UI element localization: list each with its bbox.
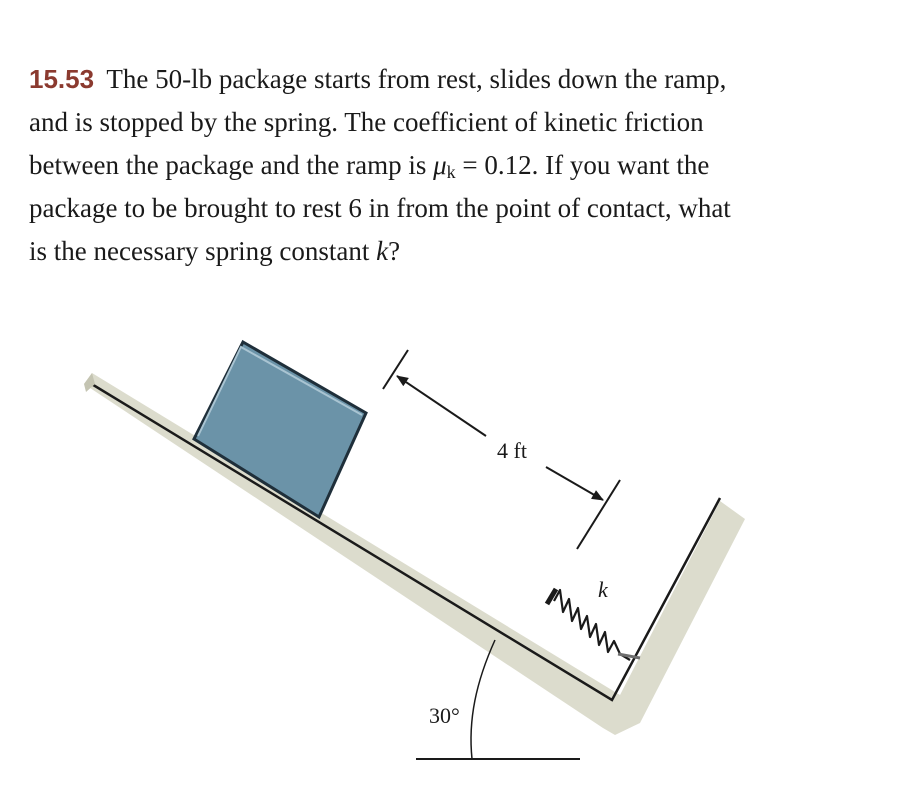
problem-line-4: package to be brought to rest 6 in from the point of contact, what — [29, 193, 731, 223]
dimension-tick-left — [383, 350, 408, 389]
dimension-arrow-right — [546, 467, 603, 500]
dimension-arrow-left — [397, 376, 486, 436]
problem-text-1: The 50-lb package starts from rest, slides down the ramp, — [106, 64, 727, 94]
problem-line-2: and is stopped by the spring. The coefficient of kinetic friction — [29, 107, 704, 137]
problem-text-5b: ? — [388, 236, 401, 266]
mu-symbol: μ — [433, 150, 447, 180]
problem-text-3b: = 0.12. If you want the — [455, 150, 710, 180]
spring-label: k — [598, 577, 608, 602]
spring — [547, 589, 640, 660]
problem-text-5a: is the necessary spring constant — [29, 236, 377, 266]
ramp-surface — [84, 373, 745, 735]
dimension-tick-right — [577, 480, 620, 549]
problem-text-3a: between the package and the ramp is — [29, 150, 434, 180]
angle-arc — [471, 640, 495, 759]
k-symbol: k — [376, 236, 389, 266]
mu-subscript: k — [446, 162, 456, 182]
angle-label: 30° — [429, 703, 460, 728]
distance-label: 4 ft — [497, 438, 527, 463]
problem-number: 15.53 — [29, 64, 95, 94]
